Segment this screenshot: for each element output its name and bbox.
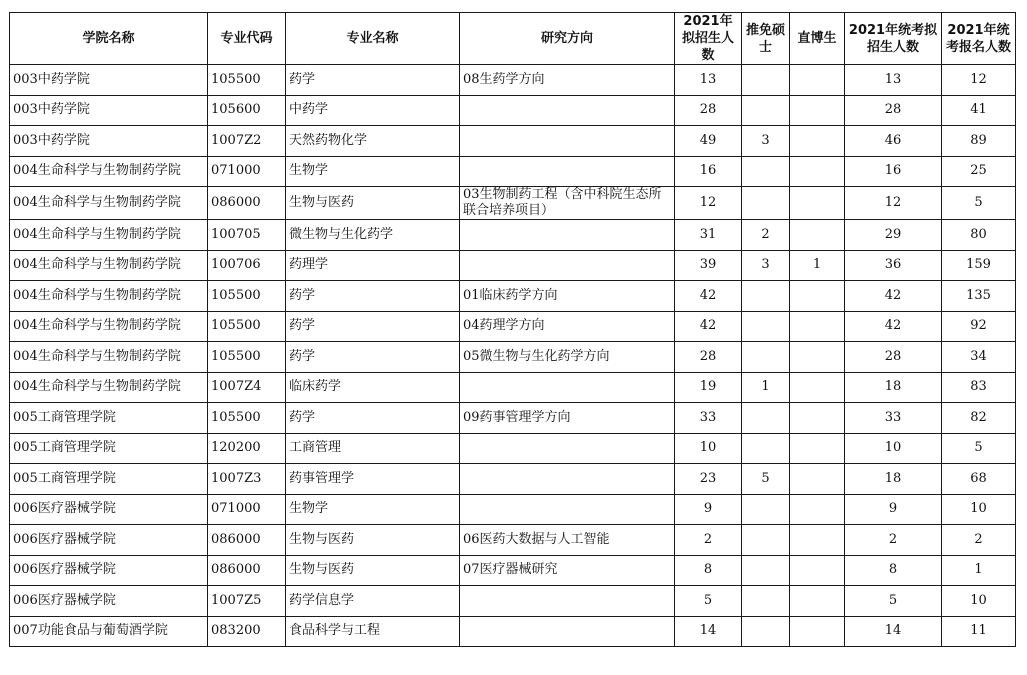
major-code-cell: 105500 bbox=[208, 403, 286, 434]
major-code-cell: 105500 bbox=[208, 281, 286, 312]
exam-applicants-cell: 41 bbox=[942, 95, 1016, 126]
planned-enrollment-cell: 16 bbox=[675, 156, 742, 187]
research-direction-cell bbox=[460, 372, 675, 403]
exam-enrollment-cell: 10 bbox=[845, 433, 942, 464]
exam-enrollment-cell: 13 bbox=[845, 65, 942, 96]
recommended-master-cell bbox=[742, 616, 790, 647]
exam-enrollment-cell: 18 bbox=[845, 464, 942, 495]
table-row bbox=[10, 281, 1016, 312]
college-name-cell: 004生命科学与生物制药学院 bbox=[10, 220, 208, 251]
exam-enrollment-cell: 5 bbox=[845, 586, 942, 617]
major-name-cell: 中药学 bbox=[286, 95, 460, 126]
college-name-cell: 006医疗器械学院 bbox=[10, 586, 208, 617]
major-code-cell: 1007Z3 bbox=[208, 464, 286, 495]
direct-phd-cell bbox=[790, 433, 845, 464]
major-code-cell: 083200 bbox=[208, 616, 286, 647]
table-body bbox=[10, 65, 1016, 647]
direct-phd-header: 直博生 bbox=[790, 13, 845, 65]
planned-enrollment-cell: 14 bbox=[675, 616, 742, 647]
table-row bbox=[10, 433, 1016, 464]
major-name-cell: 食品科学与工程 bbox=[286, 616, 460, 647]
college-name-cell: 006医疗器械学院 bbox=[10, 555, 208, 586]
major-name-cell: 药学 bbox=[286, 342, 460, 373]
recommended-master-cell bbox=[742, 494, 790, 525]
research-direction-cell: 06医药大数据与人工智能 bbox=[460, 525, 675, 556]
direct-phd-cell bbox=[790, 403, 845, 434]
major-code-cell: 1007Z5 bbox=[208, 586, 286, 617]
planned-enrollment-cell: 10 bbox=[675, 433, 742, 464]
research-direction-cell bbox=[460, 95, 675, 126]
major-name-cell: 生物与医药 bbox=[286, 525, 460, 556]
recommended-master-header: 推免硕士 bbox=[742, 13, 790, 65]
research-direction-cell bbox=[460, 126, 675, 157]
exam-applicants-cell: 5 bbox=[942, 187, 1016, 220]
recommended-master-cell: 3 bbox=[742, 250, 790, 281]
exam-applicants-cell: 10 bbox=[942, 586, 1016, 617]
direct-phd-cell bbox=[790, 187, 845, 220]
college-name-cell: 007功能食品与葡萄酒学院 bbox=[10, 616, 208, 647]
exam-enrollment-cell: 16 bbox=[845, 156, 942, 187]
table-header-row bbox=[10, 13, 1016, 65]
exam-applicants-cell: 159 bbox=[942, 250, 1016, 281]
recommended-master-cell: 3 bbox=[742, 126, 790, 157]
planned-enrollment-cell: 5 bbox=[675, 586, 742, 617]
college-name-cell: 004生命科学与生物制药学院 bbox=[10, 311, 208, 342]
table-row bbox=[10, 156, 1016, 187]
exam-enrollment-cell: 36 bbox=[845, 250, 942, 281]
major-name-cell: 药学 bbox=[286, 65, 460, 96]
major-code-cell: 086000 bbox=[208, 525, 286, 556]
major-name-cell: 工商管理 bbox=[286, 433, 460, 464]
exam-enrollment-cell: 28 bbox=[845, 95, 942, 126]
major-name-cell: 药学 bbox=[286, 281, 460, 312]
exam-applicants-cell: 10 bbox=[942, 494, 1016, 525]
recommended-master-cell bbox=[742, 311, 790, 342]
direct-phd-cell bbox=[790, 281, 845, 312]
college-name-cell: 003中药学院 bbox=[10, 65, 208, 96]
table-row bbox=[10, 342, 1016, 373]
research-direction-cell bbox=[460, 464, 675, 495]
major-name-cell: 生物学 bbox=[286, 156, 460, 187]
exam-applicants-cell: 82 bbox=[942, 403, 1016, 434]
college-name-cell: 003中药学院 bbox=[10, 126, 208, 157]
major-name-cell: 天然药物化学 bbox=[286, 126, 460, 157]
research-direction-cell bbox=[460, 156, 675, 187]
research-direction-cell: 03生物制药工程（含中科院生态所联合培养项目） bbox=[460, 187, 675, 220]
exam-enrollment-cell: 42 bbox=[845, 311, 942, 342]
direct-phd-cell bbox=[790, 65, 845, 96]
enrollment-table bbox=[9, 12, 1016, 647]
research-direction-cell: 09药事管理学方向 bbox=[460, 403, 675, 434]
major-name-cell: 药学 bbox=[286, 403, 460, 434]
table-row bbox=[10, 494, 1016, 525]
exam-enrollment-cell: 18 bbox=[845, 372, 942, 403]
exam-applicants-cell: 5 bbox=[942, 433, 1016, 464]
exam-applicants-cell: 135 bbox=[942, 281, 1016, 312]
direct-phd-cell bbox=[790, 464, 845, 495]
exam-applicants-cell: 12 bbox=[942, 65, 1016, 96]
table-row bbox=[10, 65, 1016, 96]
exam-applicants-cell: 89 bbox=[942, 126, 1016, 157]
planned-enrollment-cell: 39 bbox=[675, 250, 742, 281]
exam-enrollment-cell: 12 bbox=[845, 187, 942, 220]
direct-phd-cell bbox=[790, 220, 845, 251]
major-name-cell: 药学 bbox=[286, 311, 460, 342]
direct-phd-cell bbox=[790, 126, 845, 157]
direct-phd-cell bbox=[790, 95, 845, 126]
major-code-cell: 100705 bbox=[208, 220, 286, 251]
recommended-master-cell bbox=[742, 403, 790, 434]
planned-enrollment-cell: 28 bbox=[675, 342, 742, 373]
recommended-master-cell bbox=[742, 65, 790, 96]
research-direction-cell: 05微生物与生化药学方向 bbox=[460, 342, 675, 373]
exam-enrollment-cell: 29 bbox=[845, 220, 942, 251]
exam-applicants-cell: 80 bbox=[942, 220, 1016, 251]
major-code-cell: 120200 bbox=[208, 433, 286, 464]
exam-applicants-cell: 1 bbox=[942, 555, 1016, 586]
recommended-master-cell bbox=[742, 281, 790, 312]
table-row bbox=[10, 616, 1016, 647]
college-name-cell: 006医疗器械学院 bbox=[10, 525, 208, 556]
recommended-master-cell bbox=[742, 342, 790, 373]
table-row bbox=[10, 95, 1016, 126]
planned-enrollment-cell: 19 bbox=[675, 372, 742, 403]
college-name-cell: 003中药学院 bbox=[10, 95, 208, 126]
recommended-master-cell bbox=[742, 433, 790, 464]
exam-enrollment-cell: 46 bbox=[845, 126, 942, 157]
planned-enrollment-cell: 28 bbox=[675, 95, 742, 126]
college-name-cell: 004生命科学与生物制药学院 bbox=[10, 250, 208, 281]
college-name-cell: 004生命科学与生物制药学院 bbox=[10, 372, 208, 403]
exam-applicants-cell: 92 bbox=[942, 311, 1016, 342]
exam-applicants-cell: 11 bbox=[942, 616, 1016, 647]
college-name-cell: 004生命科学与生物制药学院 bbox=[10, 342, 208, 373]
direct-phd-cell bbox=[790, 342, 845, 373]
exam-enrollment-cell: 42 bbox=[845, 281, 942, 312]
planned-enrollment-cell: 33 bbox=[675, 403, 742, 434]
research-direction-header: 研究方向 bbox=[460, 13, 675, 65]
college-name-cell: 005工商管理学院 bbox=[10, 433, 208, 464]
major-name-cell: 药学信息学 bbox=[286, 586, 460, 617]
exam-applicants-cell: 2 bbox=[942, 525, 1016, 556]
major-name-cell: 临床药学 bbox=[286, 372, 460, 403]
college-name-cell: 004生命科学与生物制药学院 bbox=[10, 281, 208, 312]
planned-enrollment-cell: 2 bbox=[675, 525, 742, 556]
table-row bbox=[10, 311, 1016, 342]
table-row bbox=[10, 187, 1016, 220]
major-code-cell: 105600 bbox=[208, 95, 286, 126]
direct-phd-cell bbox=[790, 156, 845, 187]
research-direction-cell bbox=[460, 586, 675, 617]
planned-enrollment-header: 2021年拟招生人数 bbox=[675, 13, 742, 65]
major-code-cell: 105500 bbox=[208, 342, 286, 373]
direct-phd-cell: 1 bbox=[790, 250, 845, 281]
major-code-cell: 105500 bbox=[208, 65, 286, 96]
table-row bbox=[10, 250, 1016, 281]
major-name-cell: 药事管理学 bbox=[286, 464, 460, 495]
recommended-master-cell bbox=[742, 555, 790, 586]
major-code-cell: 1007Z4 bbox=[208, 372, 286, 403]
recommended-master-cell: 5 bbox=[742, 464, 790, 495]
planned-enrollment-cell: 31 bbox=[675, 220, 742, 251]
exam-applicants-cell: 34 bbox=[942, 342, 1016, 373]
direct-phd-cell bbox=[790, 525, 845, 556]
recommended-master-cell bbox=[742, 156, 790, 187]
enrollment-table-container bbox=[9, 12, 1016, 647]
exam-applicants-cell: 68 bbox=[942, 464, 1016, 495]
major-name-cell: 微生物与生化药学 bbox=[286, 220, 460, 251]
research-direction-cell bbox=[460, 433, 675, 464]
major-code-cell: 086000 bbox=[208, 187, 286, 220]
research-direction-cell bbox=[460, 616, 675, 647]
college-name-cell: 004生命科学与生物制药学院 bbox=[10, 156, 208, 187]
table-row bbox=[10, 586, 1016, 617]
direct-phd-cell bbox=[790, 372, 845, 403]
table-row bbox=[10, 372, 1016, 403]
direct-phd-cell bbox=[790, 494, 845, 525]
college-name-cell: 006医疗器械学院 bbox=[10, 494, 208, 525]
major-name-cell: 生物与医药 bbox=[286, 187, 460, 220]
major-name-header: 专业名称 bbox=[286, 13, 460, 65]
major-name-cell: 药理学 bbox=[286, 250, 460, 281]
planned-enrollment-cell: 13 bbox=[675, 65, 742, 96]
exam-applicants-cell: 25 bbox=[942, 156, 1016, 187]
recommended-master-cell: 2 bbox=[742, 220, 790, 251]
exam-enrollment-cell: 9 bbox=[845, 494, 942, 525]
college-name-header: 学院名称 bbox=[10, 13, 208, 65]
research-direction-cell bbox=[460, 250, 675, 281]
exam-enrollment-cell: 14 bbox=[845, 616, 942, 647]
college-name-cell: 005工商管理学院 bbox=[10, 464, 208, 495]
research-direction-cell: 07医疗器械研究 bbox=[460, 555, 675, 586]
major-code-cell: 105500 bbox=[208, 311, 286, 342]
research-direction-cell: 01临床药学方向 bbox=[460, 281, 675, 312]
direct-phd-cell bbox=[790, 616, 845, 647]
planned-enrollment-cell: 12 bbox=[675, 187, 742, 220]
major-code-cell: 100706 bbox=[208, 250, 286, 281]
exam-enrollment-cell: 8 bbox=[845, 555, 942, 586]
planned-enrollment-cell: 42 bbox=[675, 281, 742, 312]
table-row bbox=[10, 220, 1016, 251]
exam-enrollment-cell: 33 bbox=[845, 403, 942, 434]
table-row bbox=[10, 525, 1016, 556]
major-code-cell: 071000 bbox=[208, 494, 286, 525]
recommended-master-cell: 1 bbox=[742, 372, 790, 403]
table-row bbox=[10, 464, 1016, 495]
direct-phd-cell bbox=[790, 586, 845, 617]
planned-enrollment-cell: 9 bbox=[675, 494, 742, 525]
exam-applicants-header: 2021年统考报名人数 bbox=[942, 13, 1016, 65]
recommended-master-cell bbox=[742, 187, 790, 220]
major-name-cell: 生物与医药 bbox=[286, 555, 460, 586]
recommended-master-cell bbox=[742, 586, 790, 617]
planned-enrollment-cell: 49 bbox=[675, 126, 742, 157]
planned-enrollment-cell: 42 bbox=[675, 311, 742, 342]
major-code-cell: 071000 bbox=[208, 156, 286, 187]
table-row bbox=[10, 126, 1016, 157]
direct-phd-cell bbox=[790, 555, 845, 586]
college-name-cell: 004生命科学与生物制药学院 bbox=[10, 187, 208, 220]
college-name-cell: 005工商管理学院 bbox=[10, 403, 208, 434]
major-code-header: 专业代码 bbox=[208, 13, 286, 65]
recommended-master-cell bbox=[742, 95, 790, 126]
research-direction-cell bbox=[460, 494, 675, 525]
major-code-cell: 086000 bbox=[208, 555, 286, 586]
exam-enrollment-cell: 28 bbox=[845, 342, 942, 373]
major-code-cell: 1007Z2 bbox=[208, 126, 286, 157]
recommended-master-cell bbox=[742, 525, 790, 556]
planned-enrollment-cell: 23 bbox=[675, 464, 742, 495]
exam-applicants-cell: 83 bbox=[942, 372, 1016, 403]
direct-phd-cell bbox=[790, 311, 845, 342]
research-direction-cell: 08生药学方向 bbox=[460, 65, 675, 96]
exam-enrollment-cell: 2 bbox=[845, 525, 942, 556]
research-direction-cell: 04药理学方向 bbox=[460, 311, 675, 342]
table-row bbox=[10, 403, 1016, 434]
planned-enrollment-cell: 8 bbox=[675, 555, 742, 586]
exam-enrollment-header: 2021年统考拟招生人数 bbox=[845, 13, 942, 65]
major-name-cell: 生物学 bbox=[286, 494, 460, 525]
research-direction-cell bbox=[460, 220, 675, 251]
table-row bbox=[10, 555, 1016, 586]
